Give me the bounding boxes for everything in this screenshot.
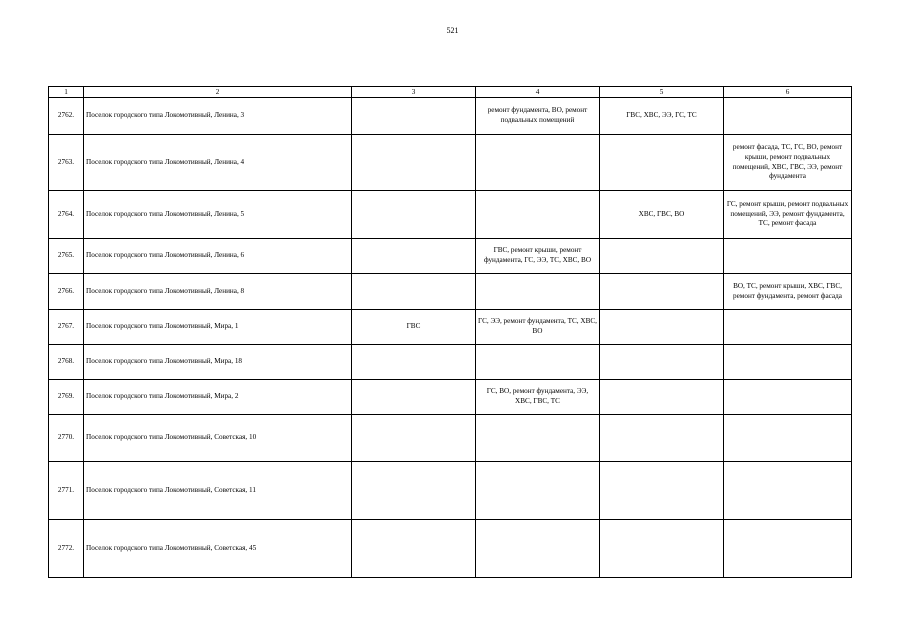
row-col3 bbox=[352, 415, 476, 462]
row-col4 bbox=[476, 135, 600, 191]
table-header-row bbox=[49, 87, 852, 98]
document-table bbox=[48, 86, 852, 578]
table-row bbox=[49, 462, 852, 520]
row-col5: ХВС, ГВС, ВО bbox=[600, 191, 724, 239]
column-header: 3 bbox=[352, 87, 476, 98]
row-col6 bbox=[724, 98, 852, 135]
row-col4: ГС, ЭЭ, ремонт фундамента, ТС, ХВС, ВО bbox=[476, 310, 600, 345]
row-number: 2765. bbox=[49, 239, 84, 274]
row-col6 bbox=[724, 380, 852, 415]
row-address: Поселок городского типа Локомотивный, Мира, 1 bbox=[84, 310, 352, 345]
table-row bbox=[49, 239, 852, 274]
row-col3 bbox=[352, 520, 476, 578]
table-row bbox=[49, 520, 852, 578]
column-header: 6 bbox=[724, 87, 852, 98]
row-col5 bbox=[600, 415, 724, 462]
row-col5 bbox=[600, 380, 724, 415]
row-col4: ГС, ВО, ремонт фундамента, ЭЭ, ХВС, ГВС, ТС bbox=[476, 380, 600, 415]
row-col4: ремонт фундамента, ВО, ремонт подвальных помещений bbox=[476, 98, 600, 135]
table-row bbox=[49, 191, 852, 239]
row-col5 bbox=[600, 135, 724, 191]
row-number: 2762. bbox=[49, 98, 84, 135]
row-col5 bbox=[600, 310, 724, 345]
row-col5 bbox=[600, 462, 724, 520]
row-col3: ГВС bbox=[352, 310, 476, 345]
row-col3 bbox=[352, 135, 476, 191]
table-row bbox=[49, 310, 852, 345]
row-address: Поселок городского типа Локомотивный, Советская, 10 bbox=[84, 415, 352, 462]
row-number: 2764. bbox=[49, 191, 84, 239]
row-address: Поселок городского типа Локомотивный, Советская, 45 bbox=[84, 520, 352, 578]
row-number: 2770. bbox=[49, 415, 84, 462]
row-number: 2766. bbox=[49, 274, 84, 310]
page-number: 521 bbox=[446, 26, 459, 35]
row-col5 bbox=[600, 274, 724, 310]
row-address: Поселок городского типа Локомотивный, Советская, 11 bbox=[84, 462, 352, 520]
row-col3 bbox=[352, 98, 476, 135]
column-header: 4 bbox=[476, 87, 600, 98]
row-col3 bbox=[352, 191, 476, 239]
row-address: Поселок городского типа Локомотивный, Ленина, 3 bbox=[84, 98, 352, 135]
column-header: 1 bbox=[49, 87, 84, 98]
row-col6 bbox=[724, 239, 852, 274]
row-number: 2772. bbox=[49, 520, 84, 578]
row-col5 bbox=[600, 345, 724, 380]
row-col4 bbox=[476, 462, 600, 520]
table-row bbox=[49, 135, 852, 191]
row-col6 bbox=[724, 310, 852, 345]
row-col4 bbox=[476, 520, 600, 578]
row-col5 bbox=[600, 520, 724, 578]
row-col3 bbox=[352, 239, 476, 274]
row-col6 bbox=[724, 520, 852, 578]
row-col6: ремонт фасада, ТС, ГС, ВО, ремонт крыши, ремонт подвальных помещений, ХВС, ГВС, ЭЭ, ремонт фундамента bbox=[724, 135, 852, 191]
row-col6 bbox=[724, 462, 852, 520]
row-col6 bbox=[724, 345, 852, 380]
table-row bbox=[49, 98, 852, 135]
table-row bbox=[49, 345, 852, 380]
column-header: 2 bbox=[84, 87, 352, 98]
row-address: Поселок городского типа Локомотивный, Ленина, 8 bbox=[84, 274, 352, 310]
row-col4 bbox=[476, 345, 600, 380]
row-address: Поселок городского типа Локомотивный, Ленина, 4 bbox=[84, 135, 352, 191]
row-col3 bbox=[352, 380, 476, 415]
row-col4 bbox=[476, 191, 600, 239]
row-col6: ГС, ремонт крыши, ремонт подвальных помещений, ЭЭ, ремонт фундамента, ТС, ремонт фасада bbox=[724, 191, 852, 239]
table-row bbox=[49, 274, 852, 310]
row-number: 2771. bbox=[49, 462, 84, 520]
row-col4 bbox=[476, 274, 600, 310]
table-row bbox=[49, 415, 852, 462]
row-col3 bbox=[352, 462, 476, 520]
row-address: Поселок городского типа Локомотивный, Мира, 18 bbox=[84, 345, 352, 380]
row-address: Поселок городского типа Локомотивный, Ленина, 6 bbox=[84, 239, 352, 274]
row-col4: ГВС, ремонт крыши, ремонт фундамента, ГС, ЭЭ, ТС, ХВС, ВО bbox=[476, 239, 600, 274]
row-number: 2767. bbox=[49, 310, 84, 345]
row-col3 bbox=[352, 274, 476, 310]
row-col6: ВО, ТС, ремонт крыши, ХВС, ГВС, ремонт фундамента, ремонт фасада bbox=[724, 274, 852, 310]
row-number: 2768. bbox=[49, 345, 84, 380]
row-col5: ГВС, ХВС, ЭЭ, ГС, ТС bbox=[600, 98, 724, 135]
table-row bbox=[49, 380, 852, 415]
column-header: 5 bbox=[600, 87, 724, 98]
row-col5 bbox=[600, 239, 724, 274]
row-col4 bbox=[476, 415, 600, 462]
row-col6 bbox=[724, 415, 852, 462]
row-number: 2763. bbox=[49, 135, 84, 191]
row-number: 2769. bbox=[49, 380, 84, 415]
row-col3 bbox=[352, 345, 476, 380]
row-address: Поселок городского типа Локомотивный, Ленина, 5 bbox=[84, 191, 352, 239]
row-address: Поселок городского типа Локомотивный, Мира, 2 bbox=[84, 380, 352, 415]
